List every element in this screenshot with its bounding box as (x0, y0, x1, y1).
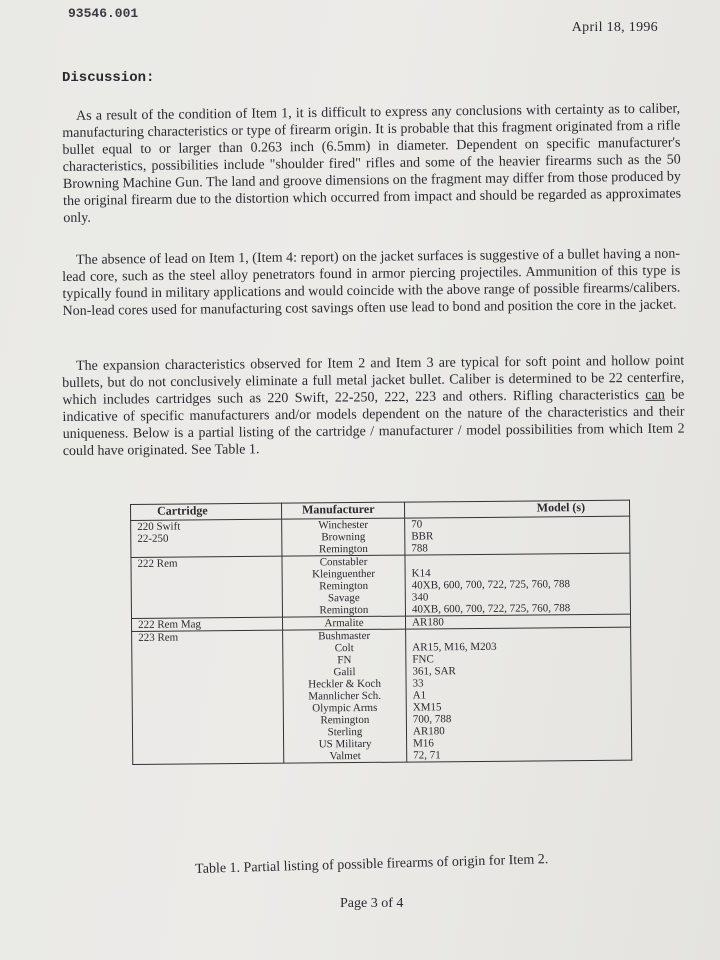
underlined-word: can (645, 387, 665, 403)
manufacturer-cell-line: Constabler (319, 555, 368, 569)
page-number: Page 3 of 4 (340, 896, 404, 911)
manufacturer-cell-line: Remington (318, 542, 368, 556)
model-cell-line: 40XB, 600, 700, 722, 725, 760, 788 (411, 602, 571, 616)
report-date: April 18, 1996 (571, 20, 658, 35)
cartridge-cell-line: 222 Rem Mag (138, 618, 202, 631)
paragraph-1: As a result of the condition of Item 1, it is difficult to express any conclusions with certainty as to caliber, manufacturing characteristics or type of firearm origin. It is probable that this fragment originated from a rifle bullet equal to or larger than 0.263 inch (6.5mm) in diameter. Dependent on specific manufacturer's characteristics, possibilities include "shoulder fired" rifles and some of the heavier firearms such as the 50 Browning Machine Gun. The land and groove dimensions on the fragment may differ from those produced by the original firearm due to the distortion which occurred from impact and should be regarded as approximates only. (62, 101, 682, 226)
model-cell-line: 33 (412, 677, 424, 690)
paragraph-2: The absence of lead on Item 1, (Item 4: report) on the jacket surfaces is suggestive of a bullet having a non-lead core, such as the steel alloy penetrators found in armor piercing projectiles. Ammunition of this type is typically found in military applications and would coincide with the above range of possible firearms/calibers. Non-lead cores used for manufacturing cost savings often use lead to bond and position the core in the jacket. (62, 246, 681, 319)
model-cell-line: 72, 71 (413, 749, 441, 762)
firearms-table (130, 500, 632, 765)
cartridge-cell-line: 222 Rem (137, 557, 178, 570)
model-cell-line: AR180 (411, 616, 444, 629)
manufacturer-cell-line: Remington (319, 579, 369, 593)
manufacturer-cell-line: Winchester (318, 518, 369, 532)
cartridge-cell (131, 519, 282, 557)
model-cell-line: 70 (411, 518, 423, 531)
manufacturer-cell-line: Valmet (329, 749, 361, 763)
manufacturer-cell-line: Browning (321, 530, 366, 544)
model-cell-line: BBR (411, 530, 434, 543)
manufacturer-cell (282, 555, 406, 617)
model-cell (406, 627, 632, 762)
manufacturer-cell-line: Remington (320, 713, 370, 727)
model-cell-line: 40XB, 600, 700, 722, 725, 760, 788 (411, 578, 571, 592)
manufacturer-cell-line: Mannlicher Sch. (308, 689, 382, 703)
cartridge-cell (131, 556, 283, 618)
model-cell-line: 340 (411, 591, 429, 604)
section-heading: Discussion: (62, 70, 155, 86)
model-cell-line: XM15 (412, 701, 442, 714)
manufacturer-cell-line: FN (337, 654, 352, 667)
paragraph-3: The expansion characteristics observed for Item 2 and Item 3 are typical for soft point and hollow point bullets, but do not conclusively eliminate a full metal jacket bullet. Caliber is determined to be 22 centerfire, which includes cartridges such as 220 Swift, 22-250, 222, 223 and others. Rifling characteristics can be indicative of specific manufacturers and/or models dependent on the nature of the characteristics and their uniqueness. Below is a partial listing of the cartridge / manufacturer / model possibilities from which Item 2 could have originated. See Table 1. (62, 353, 685, 459)
table-row (131, 553, 631, 618)
header-manufacturer: Manufacturer (281, 502, 404, 519)
model-cell-line: M16 (413, 737, 434, 750)
manufacturer-cell (282, 616, 405, 630)
manufacturer-cell-line: Heckler & Koch (308, 677, 381, 691)
cartridge-cell (132, 630, 284, 764)
manufacturer-cell (282, 518, 405, 556)
table-body (131, 516, 632, 764)
manufacturer-cell-line: Galil (333, 666, 356, 679)
cartridge-cell-line: 22-250 (137, 532, 169, 545)
manufacturer-cell-line: Savage (327, 591, 360, 605)
manufacturer-cell (283, 629, 407, 763)
model-cell (405, 553, 631, 616)
table-row (132, 627, 632, 764)
model-cell-line: 788 (411, 542, 428, 555)
manufacturer-cell-line: Armalite (324, 616, 364, 630)
cartridge-cell-line: 220 Swift (137, 520, 181, 533)
model-cell-line: 700, 788 (412, 713, 452, 726)
table-row (131, 516, 630, 557)
table-caption: Table 1. Partial listing of possible firearms of origin for Item 2. (195, 852, 549, 877)
model-cell-line: AR180 (412, 725, 445, 738)
model-cell-line: A1 (412, 689, 427, 702)
manufacturer-cell-line: US Military (318, 737, 372, 751)
model-cell-line: FNC (412, 653, 434, 666)
header-cartridge: Cartridge (131, 503, 282, 520)
manufacturer-cell-line: Remington (319, 603, 369, 617)
manufacturer-cell-line: Kleinguenther (312, 567, 376, 581)
header-models: Model (s) (404, 500, 629, 518)
model-cell-line: K14 (411, 567, 431, 580)
model-cell-line: AR15, M16, M203 (412, 640, 497, 654)
document-number: 93546.001 (68, 6, 139, 21)
model-cell-line: 361, SAR (412, 665, 456, 678)
manufacturer-cell-line: Sterling (327, 725, 363, 739)
cartridge-cell (131, 617, 282, 631)
model-cell (405, 516, 630, 555)
manufacturer-cell-line: Olympic Arms (312, 701, 378, 715)
manufacturer-cell-line: Colt (334, 642, 354, 655)
cartridge-cell-line: 223 Rem (138, 631, 179, 644)
manufacturer-cell-line: Bushmaster (318, 629, 371, 643)
